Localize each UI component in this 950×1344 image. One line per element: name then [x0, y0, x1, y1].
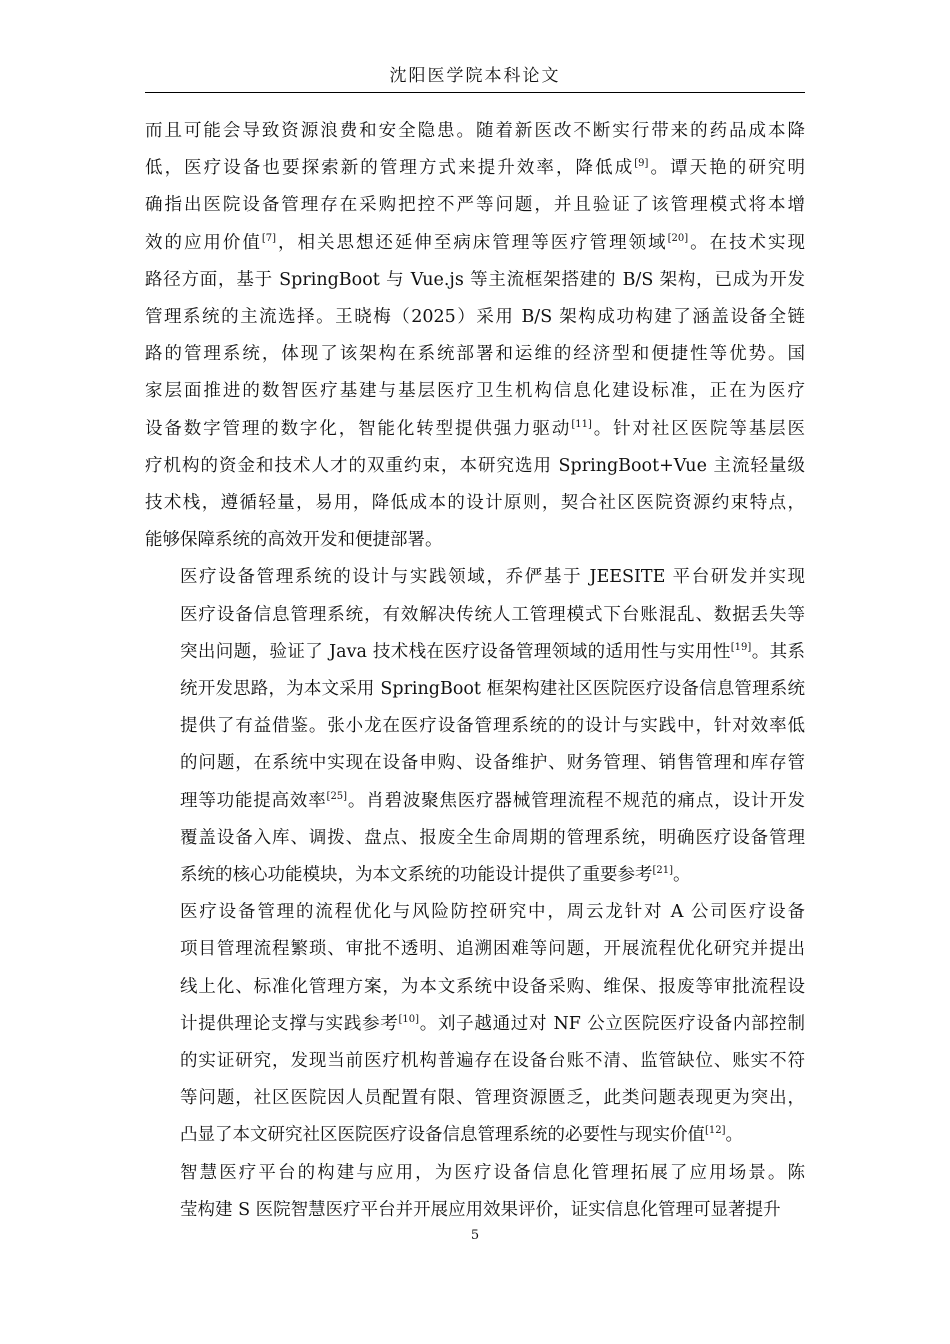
text-line: 家层面推进的数智医疗基建与基层医疗卫生机构信息化建设标准，正在为医疗	[145, 381, 805, 402]
text-line: 设备数字管理的数字化，智能化转型提供强力驱动[11]。针对社区医院等基层医	[145, 418, 805, 439]
text-line: 能够保障系统的高效开发和便捷部署。	[145, 530, 443, 551]
citation-marker: [21]	[652, 865, 674, 877]
text-line: 计提供理论支撑与实践参考[10]。刘子越通过对 NF 公立医院医疗设备内部控制	[180, 1013, 805, 1034]
paragraph-4	[145, 1155, 805, 1229]
citation-marker: [10]	[398, 1014, 420, 1026]
text-line: 路的管理系统，体现了该架构在系统部署和运维的经济型和便捷性等优势。国	[145, 344, 805, 365]
text-line: 莹构建 S 医院智慧医疗平台并开展应用效果评价，证实信息化管理可显著提升	[180, 1199, 781, 1220]
text-line: 医疗设备管理系统的设计与实践领域，乔俨基于 JEESITE 平台研发并实现	[180, 567, 805, 588]
citation-marker: [20]	[667, 232, 689, 244]
citation-marker: [7]	[261, 232, 277, 244]
text-line: 管理系统的主流选择。王晓梅（2025）采用 B/S 架构成功构建了涵盖设备全链	[145, 307, 805, 328]
text-line: 而且可能会导致资源浪费和安全隐患。随着新医改不断实行带来的药品成本降	[145, 121, 805, 141]
citation-marker: [25]	[326, 790, 348, 802]
text-line: 突出问题，验证了 Java 技术栈在医疗设备管理领域的适用性与实用性[19]。其系	[180, 641, 805, 662]
body-text	[145, 113, 805, 1229]
text-line: 等问题，社区医院因人员配置有限、管理资源匮乏，此类问题表现更为突出，	[180, 1088, 805, 1109]
text-line: 的实证研究，发现当前医疗机构普遍存在设备台账不清、监管缺位、账实不符	[180, 1051, 805, 1072]
text-line: 低，医疗设备也要探索新的管理方式来提升效率，降低成[9]。谭天艳的研究明	[145, 158, 806, 179]
text-line: 疗机构的资金和技术人才的双重约束，本研究选用 SpringBoot+Vue 主流轻量级	[145, 455, 805, 476]
text-line: 确指出医院设备管理存在采购把控不严等问题，并且验证了该管理模式将本增	[145, 195, 805, 216]
text-line: 路径方面，基于 SpringBoot 与 Vue.js 等主流框架搭建的 B/S 架构，已成为开发	[145, 269, 805, 290]
running-header-title: 沈阳医学院本科论文	[389, 66, 561, 86]
text-line: 效的应用价值[7]，相关思想还延伸至病床管理等医疗管理领域[20]。在技术实现	[145, 232, 806, 253]
text-line: 凸显了本文研究社区医院医疗设备信息管理系统的必要性与现实价值[12]。	[180, 1125, 744, 1146]
text-line: 提供了有益借鉴。张小龙在医疗设备管理系统的的设计与实践中，针对效率低	[180, 716, 805, 737]
citation-marker: [12]	[705, 1125, 726, 1137]
text-line: 覆盖设备入库、调拨、盘点、报废全生命周期的管理系统，明确医疗设备管理	[180, 827, 805, 848]
citation-marker: [9]	[634, 158, 649, 170]
paragraph-1	[145, 113, 805, 559]
text-line: 项目管理流程繁琐、审批不透明、追溯困难等问题，开展流程优化研究并提出	[180, 939, 805, 960]
text-line: 系统的核心功能模块，为本文系统的功能设计提供了重要参考[21]。	[180, 865, 691, 886]
text-line: 医疗设备管理的流程优化与风险防控研究中，周云龙针对 A 公司医疗设备	[180, 902, 805, 923]
text-line: 统开发思路，为本文采用 SpringBoot 框架构建社区医院医疗设备信息管理系统	[180, 679, 805, 700]
text-line: 的问题，在系统中实现在设备申购、设备维护、财务管理、销售管理和库存管	[180, 753, 805, 774]
text-line: 技术栈，遵循轻量，易用，降低成本的设计原则，契合社区医院资源约束特点，	[145, 493, 805, 514]
text-line: 线上化、标准化管理方案，为本文系统中设备采购、维保、报废等审批流程设	[180, 976, 805, 997]
citation-marker: [11]	[571, 418, 592, 430]
text-line: 医疗设备信息管理系统，有效解决传统人工管理模式下台账混乱、数据丢失等	[180, 604, 805, 625]
text-line: 理等功能提高效率[25]。肖碧波聚焦医疗器械管理流程不规范的痛点，设计开发	[180, 790, 806, 811]
paragraph-3	[145, 894, 805, 1154]
paragraph-2	[145, 559, 805, 894]
page-number: 5	[470, 1228, 480, 1243]
citation-marker: [19]	[730, 642, 752, 654]
header-rule	[145, 92, 805, 93]
text-line: 智慧医疗平台的构建与应用，为医疗设备信息化管理拓展了应用场景。陈	[180, 1162, 805, 1183]
